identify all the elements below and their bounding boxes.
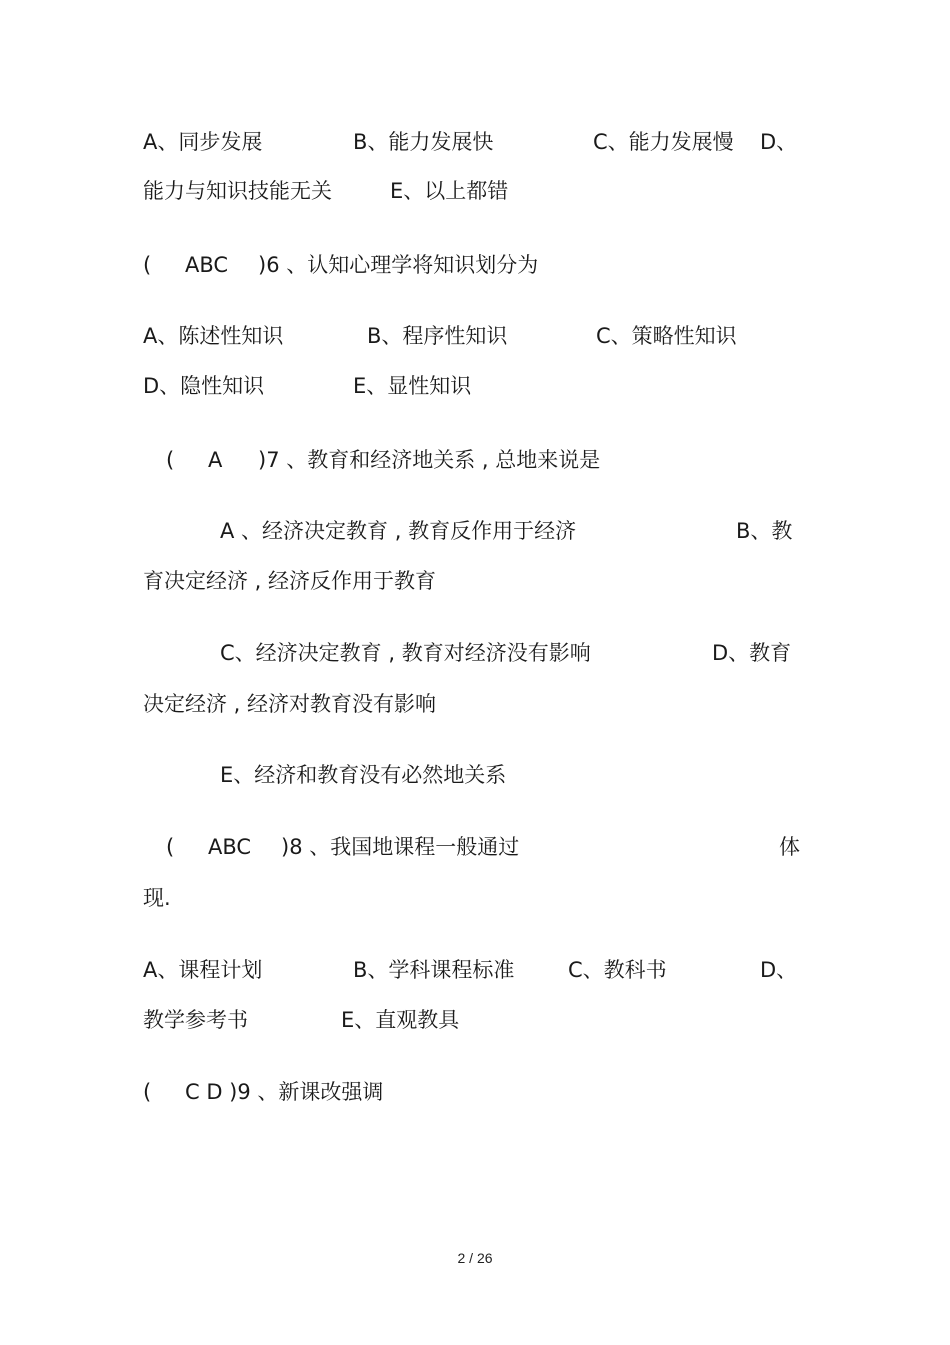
option-b-q5: B、能力发展快: [353, 130, 494, 154]
q7-stem: )7 、教育和经济地关系 , 总地来说是: [258, 448, 601, 472]
q7-answer: A: [208, 448, 223, 472]
option-e-q7: E、经济和教育没有必然地关系: [220, 763, 507, 787]
q6-stem: )6 、认知心理学将知识划分为: [258, 253, 539, 277]
option-d-q6: D、隐性知识: [143, 374, 265, 398]
q8-answer: ABC: [208, 835, 252, 859]
option-d-q5: D、: [760, 130, 798, 154]
option-a-q8: A、课程计划: [143, 958, 263, 982]
q9-open-paren: (: [143, 1080, 152, 1104]
q7-open-paren: (: [166, 448, 175, 472]
option-e-q5: E、以上都错: [390, 179, 509, 203]
q8-stem: )8 、我国地课程一般通过: [281, 835, 520, 859]
option-e-q8: E、直观教具: [341, 1008, 460, 1032]
option-d-q7: D、教育: [712, 641, 792, 665]
q8-open-paren: (: [166, 835, 175, 859]
option-d-q5-continued: 能力与知识技能无关: [143, 179, 332, 203]
q8-stem-end: 体: [779, 835, 800, 859]
option-d-q7-continued: 决定经济 , 经济对教育没有影响: [143, 692, 437, 716]
option-a-q6: A、陈述性知识: [143, 324, 284, 348]
q6-answer: ABC: [185, 253, 229, 277]
option-b-q6: B、程序性知识: [367, 324, 508, 348]
option-c-q8: C、教科书: [568, 958, 667, 982]
option-a-q5: A、同步发展: [143, 130, 263, 154]
option-b-q7: B、教: [736, 519, 793, 543]
option-d-q8: D、: [760, 958, 798, 982]
option-c-q6: C、策略性知识: [596, 324, 737, 348]
page-number: 2 / 26: [457, 1250, 493, 1266]
option-b-q7-continued: 育决定经济 , 经济反作用于教育: [143, 569, 437, 593]
option-b-q8: B、学科课程标准: [353, 958, 515, 982]
option-c-q7: C、经济决定教育 , 教育对经济没有影响: [220, 641, 591, 665]
q8-stem-continued: 现.: [143, 886, 171, 910]
q6-open-paren: (: [143, 253, 152, 277]
option-c-q5: C、能力发展慢: [593, 130, 734, 154]
option-a-q7: A 、经济决定教育 , 教育反作用于经济: [220, 519, 577, 543]
option-d-q8-continued: 教学参考书: [143, 1008, 248, 1032]
q9-stem: C D )9 、新课改强调: [185, 1080, 384, 1104]
option-e-q6: E、显性知识: [353, 374, 472, 398]
